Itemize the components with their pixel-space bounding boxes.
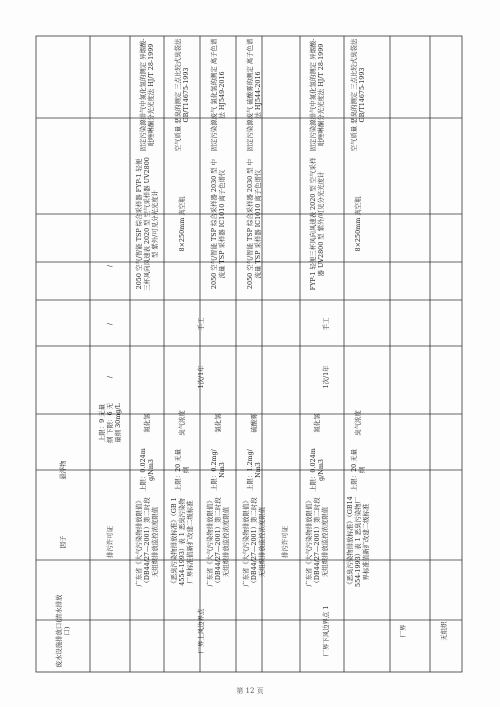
down-odor-name: 臭气浓度 bbox=[354, 410, 362, 436]
down-nox-permit: 排污许可证 bbox=[281, 526, 289, 558]
nox-std: 广东省《大气污染物排放限值》（DB44/27—2001）第二时段无组织排放监控浓度限值 bbox=[135, 497, 159, 587]
chlorine-name: 氯化氢 bbox=[214, 413, 222, 433]
sulfuric-eq: 2050 空气/智能 TSP 综合采样器 2030 型 中流量 TSP 采样器 IC1010 离子色谱仪 bbox=[246, 158, 262, 290]
ss-limit: 上限：9 无量纲 下限：6 无量纲 30mg/L bbox=[98, 402, 122, 444]
header-suspended-solids: 悬浮物 bbox=[59, 460, 67, 480]
odor-name: 臭气浓度 bbox=[178, 410, 186, 436]
up-manual: 手工 bbox=[197, 317, 205, 331]
ss-freq: / bbox=[106, 375, 114, 379]
down-nox-name: 氮化氢 bbox=[313, 413, 321, 433]
site-label: 厂界 bbox=[399, 624, 407, 638]
nox-method: 固定污染源排气中氮化氢的测定 异烟酸-吡唑啉酮分光光度法 HJ/T 28-1999 bbox=[139, 38, 155, 152]
header-outlet-name: 废水设施排放口(清水排放口) bbox=[55, 594, 71, 668]
nox-eq: 2050 空气/智能 TSP 综合采样器 FYP-1 轻便三杯风向风速表 2020 型 空气采样器 UV2800 型 紫外/可见分光光度计 bbox=[135, 157, 159, 291]
down-nox-std: 广东省《大气污染物排放限值》（DB44/27—2001）第二时段无组织排放监控浓度限值 bbox=[305, 497, 329, 587]
odor-method: 空气质量 恶臭的测定 三点比较式臭袋法 GB/T14675-1993 bbox=[174, 38, 190, 152]
sulfuric-name: 硫酸雾 bbox=[250, 413, 258, 433]
ss-permit: 排污许可证 bbox=[106, 526, 114, 558]
down-odor-limit: 上限：20 无量纲 bbox=[350, 448, 366, 492]
sulfuric-std: 广东省《大气污染物排放限值》（DB44/27—2001）第二时段无组织排放监控浓度限值 bbox=[242, 497, 266, 587]
unorganized-label: 无组织 bbox=[440, 621, 448, 641]
header-factor: 因子 bbox=[59, 535, 67, 549]
ss-eq: / bbox=[106, 264, 114, 268]
down-odor-method: 空气质量 恶臭的测定 三点比较式臭袋法 GB/T14675-1993 bbox=[350, 38, 366, 152]
rotated-table bbox=[36, 36, 462, 672]
up-freq: 1次/1年 bbox=[197, 365, 205, 389]
odor-std: 《恶臭污染物排放标准》（GB 14554-1993）表 1 恶臭污染物厂界标准值新扩改建二级标准 bbox=[170, 497, 194, 587]
down-nox-method: 固定污染源排气中氮化氢的测定 异烟酸-吡唑啉酮分光光度法 HJ/T 28-1999 bbox=[309, 38, 325, 152]
page-number: 第 12 页 bbox=[236, 687, 264, 695]
down-freq: 1次/1年 bbox=[322, 365, 330, 389]
odor-eq: 8×250mm 真空瓶 bbox=[178, 196, 186, 252]
sulfuric-method: 固定污染源废气 硫酸雾的测定 离子色谱法 HJ544-2016 bbox=[246, 38, 262, 152]
chlorine-std: 广东省《大气污染物排放限值》（DB44/27—2001）第二时段无组织排放监控浓度限值 bbox=[206, 497, 230, 587]
down-nox-limit: 上限：0.024mg/Nm3 bbox=[309, 448, 325, 492]
odor-limit: 上限：20 无量纲 bbox=[174, 448, 190, 492]
down-odor-eq: 8×250mm 真空瓶 bbox=[354, 196, 362, 252]
ss-manual: / bbox=[106, 322, 114, 326]
chlorine-method: 固定污染源废气 氯化氢的测定 离子色谱法 HJ549-2016 bbox=[210, 38, 226, 152]
down-nox-eq: FYP-1 轻便三杯风向风速表 2020 型 空气采样器 UV2800 型 紫外/可见分光光度计 bbox=[309, 157, 325, 291]
nox-limit: 上限：0.024mg/Nm3 bbox=[139, 448, 155, 492]
downwind-point: 厂界下风边界点 1 bbox=[322, 605, 330, 657]
nox-name: 氮化氢 bbox=[143, 413, 151, 433]
down-manual: 手工 bbox=[322, 317, 330, 331]
upwind-point: 厂界上风边界点 bbox=[197, 608, 205, 654]
down-odor-std: 《恶臭污染物排放标准》（GB14554-1993）表 1 恶臭污染物厂界标准值新扩改建二级标准 bbox=[346, 496, 370, 588]
chlorine-eq: 2050 空气/智能 TSP 综合采样器 2030 型 中流量 TSP 采样器 IC1010 离子色谱仪 bbox=[210, 158, 226, 290]
sulfuric-limit: 上限：1.2mg/Nm3 bbox=[246, 449, 262, 491]
chlorine-limit: 上限：0.2mg/Nm3 bbox=[210, 449, 226, 491]
